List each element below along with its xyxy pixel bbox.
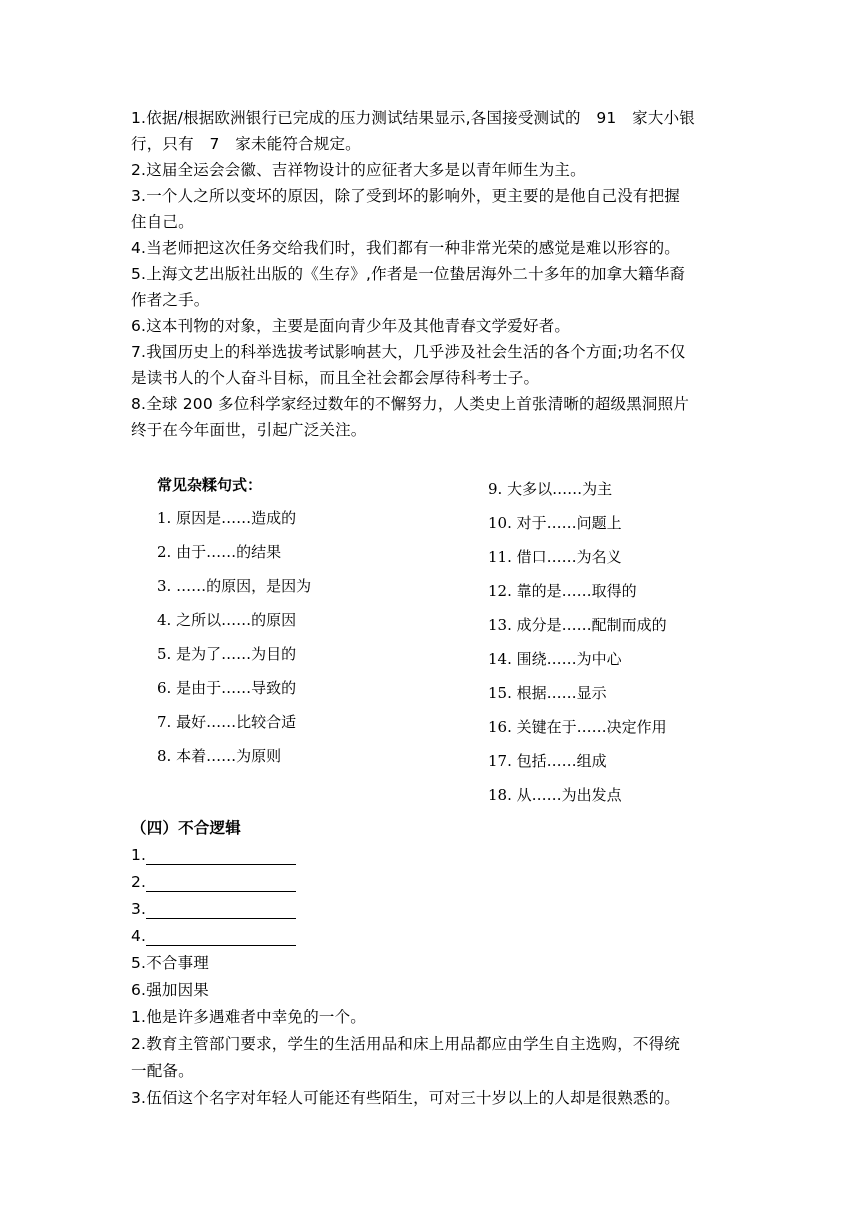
pattern-item: 1. 原因是……造成的: [157, 509, 297, 527]
sentence-line: 作者之手。: [131, 291, 210, 309]
blank-number: 3.: [131, 900, 147, 918]
sentence-line: 6.这本刊物的对象，主要是面向青少年及其他青春文学爱好者。: [131, 317, 571, 335]
sentence-line: 5.上海文艺出版社出版的《生存》,作者是一位蛰居海外二十多年的加拿大籍华裔: [131, 265, 686, 283]
answer-blank[interactable]: [146, 930, 296, 946]
pattern-item: 10. 对于……问题上: [488, 514, 622, 532]
patterns-title: 常见杂糅句式：: [157, 476, 263, 494]
blank-number: 2.: [131, 873, 147, 891]
blank-number: 4.: [131, 927, 147, 945]
pattern-item: 15. 根据……显示: [488, 684, 607, 702]
pattern-item: 2. 由于……的结果: [157, 543, 282, 561]
sentence-line: 1.依据/根据欧洲银行已完成的压力测试结果显示,各国接受测试的 91 家大小银: [131, 109, 695, 127]
category-item: 5.不合事理: [131, 954, 209, 972]
pattern-item: 17. 包括……组成: [488, 752, 607, 770]
pattern-item: 9. 大多以……为主: [488, 480, 613, 498]
pattern-item: 14. 围绕……为中心: [488, 650, 622, 668]
pattern-item: 18. 从……为出发点: [488, 786, 622, 804]
pattern-item: 3. ……的原因，是因为: [157, 577, 312, 595]
pattern-item: 4. 之所以……的原因: [157, 611, 297, 629]
blank-item: [131, 872, 296, 892]
sentence-line: 8.全球 200 多位科学家经过数年的不懈努力，人类史上首张清晰的超级黑洞照片: [131, 395, 690, 413]
sentence-line: 是读书人的个人奋斗目标，而且全社会都会厚待科考士子。: [131, 369, 540, 387]
pattern-item: 6. 是由于……导致的: [157, 679, 297, 697]
pattern-item: 16. 关键在于……决定作用: [488, 718, 667, 736]
answer-blank[interactable]: [146, 849, 296, 865]
blank-item: [131, 845, 296, 865]
blank-number: 1.: [131, 846, 147, 864]
pattern-item: 8. 本着……为原则: [157, 747, 282, 765]
sentence-line: 终于在今年面世，引起广泛关注。: [131, 421, 367, 439]
answer-blank[interactable]: [146, 876, 296, 892]
section-heading: （四）不合逻辑: [131, 819, 241, 837]
blank-item: [131, 926, 296, 946]
sentence-line: 行，只有 7 家未能符合规定。: [131, 135, 361, 153]
sentence-line: 3.一个人之所以变坏的原因，除了受到坏的影响外，更主要的是他自己没有把握: [131, 187, 680, 205]
answer-blank[interactable]: [146, 903, 296, 919]
pattern-item: 11. 借口……为名义: [488, 548, 622, 566]
sentence-line: 2.教育主管部门要求，学生的生活用品和床上用品都应由学生自主选购，不得统: [131, 1035, 680, 1053]
sentence-line: 1.他是许多遇难者中幸免的一个。: [131, 1008, 366, 1026]
sentence-line: 一配备。: [131, 1062, 194, 1080]
sentence-line: 住自己。: [131, 213, 194, 231]
sentence-line: 4.当老师把这次任务交给我们时，我们都有一种非常光荣的感觉是难以形容的。: [131, 239, 680, 257]
sentence-line: 2.这届全运会会徽、吉祥物设计的应征者大多是以青年师生为主。: [131, 161, 586, 179]
pattern-item: 13. 成分是……配制而成的: [488, 616, 667, 634]
pattern-item: 7. 最好……比较合适: [157, 713, 297, 731]
pattern-item: 12. 靠的是……取得的: [488, 582, 637, 600]
pattern-item: 5. 是为了……为目的: [157, 645, 297, 663]
blank-item: [131, 899, 296, 919]
category-item: 6.强加因果: [131, 981, 209, 999]
sentence-line: 3.伍佰这个名字对年轻人可能还有些陌生，可对三十岁以上的人却是很熟悉的。: [131, 1089, 680, 1107]
sentence-line: 7.我国历史上的科举选拔考试影响甚大，几乎涉及社会生活的各个方面;功名不仅: [131, 343, 686, 361]
